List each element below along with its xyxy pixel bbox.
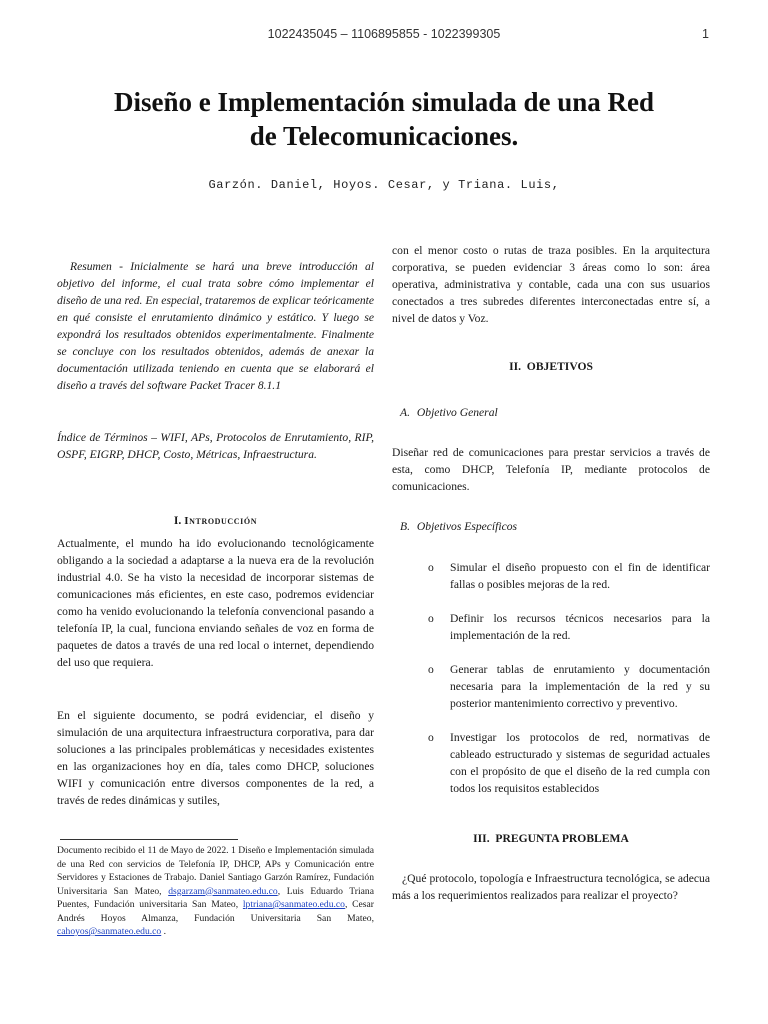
title-line-1: Diseño e Implementación simulada de una Red — [113, 87, 655, 117]
problem-heading — [392, 832, 710, 845]
abstract — [57, 258, 374, 394]
email-link-3[interactable]: cahoyos@sanmateo.edu.co — [57, 926, 162, 937]
paper-title — [60, 85, 708, 153]
general-objective-letter: A. — [400, 406, 410, 419]
specific-objectives-title: Objetivos Específicos — [416, 520, 518, 533]
introduction-paragraph-1 — [57, 535, 374, 671]
footnote-divider — [60, 839, 238, 840]
general-objective-heading — [392, 406, 710, 419]
index-terms — [57, 429, 374, 463]
title-line-2: de Telecomunicaciones. — [249, 121, 519, 151]
email-link-2[interactable]: lptriana@sanmateo.edu.co — [242, 899, 345, 910]
list-item — [428, 559, 710, 593]
problem-text: ¿Qué protocolo, topología e Infraestructura tecnológica, se adecua más a los requerimientos realizados para realizar el proyecto? — [392, 872, 710, 902]
right-intro-text: con el menor costo o rutas de traza posibles. En la arquitectura corporativa, se pueden evidenciar 3 áreas como lo son: área operativa, administrativa y contable, cada una con sus usuarios conectados a tres subredes diferentes interconectadas entre sí, a nivel de datos y Voz. — [392, 244, 710, 325]
footnote-text-3: , Cesar Andrés Hoyos Almanza, Fundación Universitaria San Mateo, — [57, 899, 374, 924]
general-objective-title: Objetivo General — [416, 406, 498, 419]
bullet-circle-icon: o — [428, 663, 434, 676]
general-objective-paragraph — [392, 444, 710, 495]
list-item-text: Investigar los protocolos de red, normativas de cableado estructurado y sistemas de seguridad actuales con el propósito de que el diseño de la red cumpla con todos los requisitos establecidos — [450, 731, 710, 795]
general-objective-text: Diseñar red de comunicaciones para prestar servicios a través de esta, como DHCP, Telefonía IP, mediante protocolos de comunicaciones. — [392, 446, 710, 493]
list-item-text: Simular el diseño propuesto con el fin de identificar fallas o posibles mejoras de la red. — [450, 561, 710, 591]
footnote-text-2: , Luis Eduardo Triana Puentes, Fundación universitaria San Mateo, — [57, 885, 374, 910]
authors: Garzón. Daniel, Hoyos. Cesar, y Triana. Luis, — [208, 178, 560, 192]
introduction-paragraph-1-text: Actualmente, el mundo ha ido evolucionando tecnológicamente obligando a la sociedad a adaptarse a la nueva era de la revolución industrial 4.0. Se ha visto la necesidad de incorporar sistemas de comunicaciones más eficientes, en este caso, podremos evidenciar como ha venido evolucionando la telefonía convencional pasando a telefonía IP, la cual, funciona enviando señales de voz en forma de paquetes de datos a través de una red local o internet, dependiendo del uso que requiera. — [57, 537, 374, 669]
specific-objectives-heading — [392, 520, 710, 533]
introduction-title: Introducción — [184, 515, 258, 527]
index-terms-text: Índice de Términos – WIFI, APs, Protocolos de Enrutamiento, RIP, OSPF, EIGRP, DHCP, Costo, Métricas, Infraestructura. — [57, 431, 374, 461]
introduction-heading — [57, 514, 374, 527]
introduction-paragraph-2-text: En el siguiente documento, se podrá evidenciar, el diseño y simulación de una arquitectura infraestructura corporativa, para dar soluciones a las principales problemáticas y necesidades existentes en las organizaciones hoy en día, tales como DHCP, soluciones WIFI y comunicación entre diversos componentes de la red, a través de redes dinámicas y sutiles, — [57, 709, 374, 807]
email-link-1[interactable]: dsgarzam@sanmateo.edu.co — [168, 885, 278, 897]
introduction-paragraph-2 — [57, 707, 374, 809]
list-item — [428, 610, 710, 644]
objectives-heading — [392, 360, 710, 373]
list-item — [428, 661, 710, 712]
problem-paragraph — [392, 870, 710, 904]
bullet-circle-icon: o — [428, 612, 434, 625]
footnote-text-1: Documento recibido el 11 de Mayo de 2022. 1 Diseño e Implementación simulada de una Red con servicios de Telefonía IP, DHCP, APs y Comunicación entre Servidores y Estaciones de Trabajo. Daniel Santiago Garzón Ramírez, Fundación Universitaria San Mateo, — [57, 845, 374, 897]
problem-number: III. — [473, 832, 490, 845]
introduction-number: I. — [173, 514, 182, 527]
list-item — [428, 729, 710, 797]
objectives-number: II. — [509, 360, 521, 373]
right-intro-paragraph — [392, 242, 710, 327]
problem-title: PREGUNTA PROBLEMA — [495, 832, 629, 845]
list-item-text: Definir los recursos técnicos necesarios para la implementación de la red. — [450, 612, 710, 642]
bullet-circle-icon: o — [428, 561, 434, 574]
list-item-text: Generar tablas de enrutamiento y documentación necesaria para la implementación de la red y su posterior mantenimiento correctivo y preventivo. — [450, 663, 710, 710]
specific-objectives-letter: B. — [400, 520, 410, 533]
objectives-title: OBJETIVOS — [526, 360, 593, 373]
footnote — [57, 844, 374, 939]
footnote-text-4: . — [161, 926, 167, 937]
header-ids: 1022435045 – 1106895855 - 1022399305 — [267, 27, 501, 41]
abstract-text: Resumen - Inicialmente se hará una breve introducción al objetivo del informe, el cual trata sobre cómo implementar el diseño de una red. En especial, trataremos de explicar teóricamente en qué consiste el enrutamiento dinámico y estático. Y luego se expondrá los resultados obtenidos experimentalmente. Finalmente se concluye con los resultados obtenidos, además de anexar la documentación utilizada teniendo en cuenta que se elaborará el diseño a través del software Packet Tracer 8.1.1 — [57, 260, 374, 392]
page-number: 1 — [702, 27, 709, 41]
bullet-circle-icon: o — [428, 731, 434, 744]
